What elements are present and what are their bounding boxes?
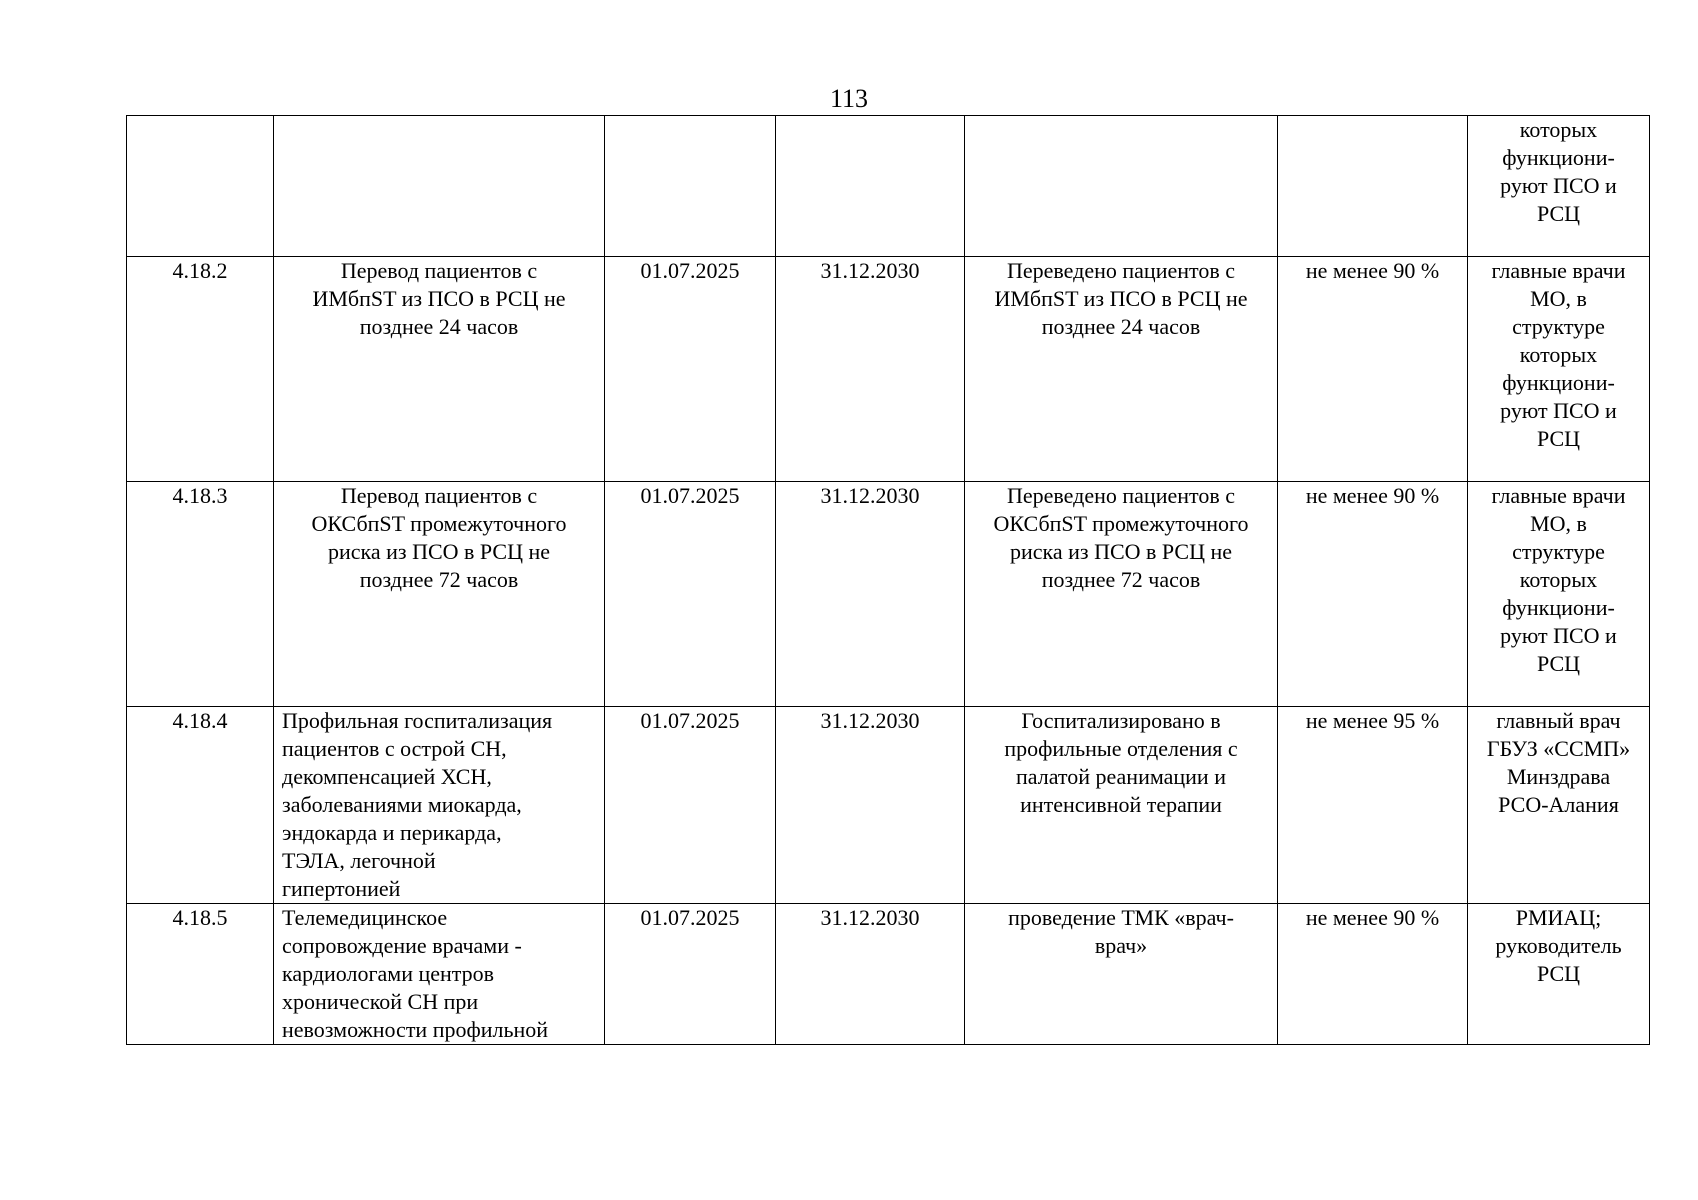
action-cell	[274, 116, 605, 257]
target-cell	[1278, 116, 1468, 257]
end-date-cell	[776, 116, 965, 257]
table-row	[127, 482, 1650, 707]
row-number-cell: 4.18.5	[127, 904, 274, 1045]
responsible-cell: главные врачи МО, в структуре которых функциони- руют ПСО и РСЦ	[1468, 257, 1650, 482]
action-cell: Перевод пациентов с ОКСбпST промежуточного риска из ПСО в РСЦ не позднее 72 часов	[274, 482, 605, 707]
table-row	[127, 116, 1650, 257]
table-row	[127, 257, 1650, 482]
result-cell: Переведено пациентов с ОКСбпST промежуточного риска из ПСО в РСЦ не позднее 72 часов	[965, 482, 1278, 707]
start-date-cell: 01.07.2025	[605, 257, 776, 482]
row-number-cell: 4.18.2	[127, 257, 274, 482]
target-cell: не менее 90 %	[1278, 904, 1468, 1045]
action-plan-table	[126, 115, 1650, 1045]
table-row	[127, 904, 1650, 1045]
end-date-cell: 31.12.2030	[776, 707, 965, 904]
target-cell: не менее 90 %	[1278, 257, 1468, 482]
start-date-cell: 01.07.2025	[605, 904, 776, 1045]
action-cell: Перевод пациентов с ИМбпST из ПСО в РСЦ не позднее 24 часов	[274, 257, 605, 482]
result-cell: Госпитализировано в профильные отделения с палатой реанимации и интенсивной терапии	[965, 707, 1278, 904]
responsible-cell: которых функциони- руют ПСО и РСЦ	[1468, 116, 1650, 257]
end-date-cell: 31.12.2030	[776, 257, 965, 482]
target-cell: не менее 95 %	[1278, 707, 1468, 904]
start-date-cell: 01.07.2025	[605, 482, 776, 707]
start-date-cell	[605, 116, 776, 257]
row-number-cell	[127, 116, 274, 257]
end-date-cell: 31.12.2030	[776, 904, 965, 1045]
result-cell: Переведено пациентов с ИМбпST из ПСО в РСЦ не позднее 24 часов	[965, 257, 1278, 482]
result-cell	[965, 116, 1278, 257]
row-number-cell: 4.18.3	[127, 482, 274, 707]
table-row	[127, 707, 1650, 904]
start-date-cell: 01.07.2025	[605, 707, 776, 904]
responsible-cell: главный врач ГБУЗ «ССМП» Минздрава РСО-Алания	[1468, 707, 1650, 904]
target-cell: не менее 90 %	[1278, 482, 1468, 707]
action-cell: Телемедицинское сопровождение врачами - кардиологами центров хронической СН при невозможности профильной	[274, 904, 605, 1045]
end-date-cell: 31.12.2030	[776, 482, 965, 707]
responsible-cell: РМИАЦ; руководитель РСЦ	[1468, 904, 1650, 1045]
result-cell: проведение ТМК «врач- врач»	[965, 904, 1278, 1045]
row-number-cell: 4.18.4	[127, 707, 274, 904]
action-cell: Профильная госпитализация пациентов с острой СН, декомпенсацией ХСН, заболеваниями миокарда, эндокарда и перикарда, ТЭЛА, легочной гипертонией	[274, 707, 605, 904]
page-number: 113	[829, 84, 869, 113]
responsible-cell: главные врачи МО, в структуре которых функциони- руют ПСО и РСЦ	[1468, 482, 1650, 707]
